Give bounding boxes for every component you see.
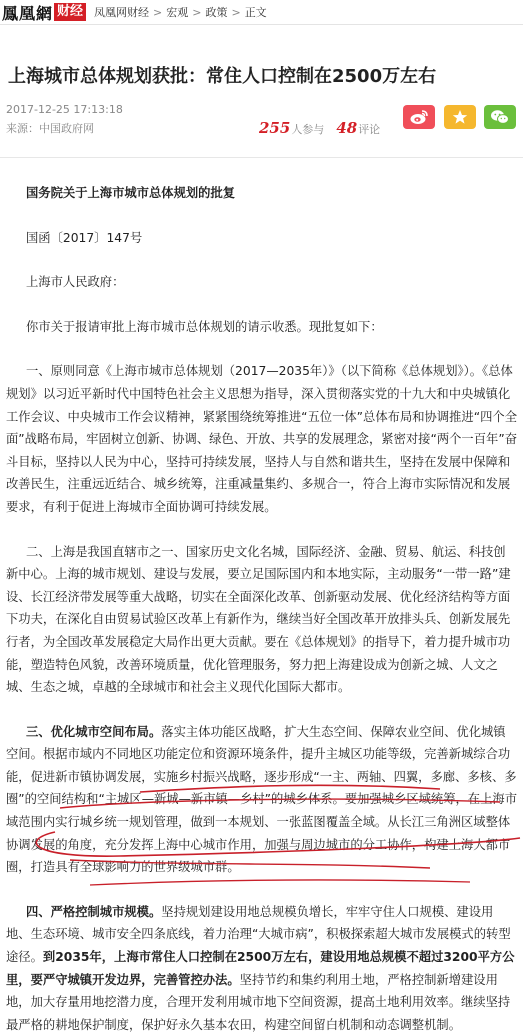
paragraph-4: [6, 901, 517, 1036]
participants-label: 人参与: [291, 123, 325, 136]
article-title: 上海城市总体规划获批：常住人口控制在2500万左右: [8, 66, 437, 87]
logo-text: 鳳凰網: [2, 3, 54, 23]
breadcrumb-item-finance[interactable]: 凤凰网财经: [94, 6, 150, 19]
paragraph-3-body: 落实主体功能区战略，扩大生态空间、保障农业空间、优化城镇空间。根据市域内不同地区功能定位和资源环境条件，提升主城区功能等级，完善新城综合功能，促进新市镇协调发展，实施乡村振兴战略，逐步形成“一主、两轴、四翼，多廊、多核、多圈”的空间结构和“主城区—新城—新市镇—乡村”的城乡体系。要加强城乡区域统筹，在上海市域范围内实行城乡统一规划管理，做到一本规划、一张蓝图覆盖全域。从长江三角洲区域整体协调发展的角度，充分发挥上海中心城市作用，加强与周边城市的分工协作，构建上海大都市圈，打造具有全球影响力的世界级城市群。: [6, 724, 517, 875]
publish-datetime: 2017-12-25 17:13:18: [6, 103, 123, 116]
paragraph-4-part-b: 坚持节约和集约利用土地，严格控制新增建设用地，加大存量用地挖潜力度，合理开发利用城市地下空间资源，提高土地利用效率。继续坚持最严格的耕地保护制度，保护好永久基本农田，构建空间留白机制和动态调整机制。: [6, 972, 511, 1032]
breadcrumb-separator: >: [153, 5, 163, 19]
intro-paragraph: 你市关于报请审批上海市城市总体规划的请示收悉。现批复如下：: [26, 319, 383, 334]
comments-label[interactable]: 评论: [358, 123, 381, 136]
article-body: [0, 182, 523, 1036]
logo-channel: 财经: [54, 3, 86, 21]
engagement-stats: [259, 119, 380, 137]
paragraph-4-part-a: 坚持规划建设用地总规模负增长，牢牢守住人口规模、建设用地、生态环境、城市安全四条底线，着力治理“大城市病”，积极探索超大城市发展模式的转型途径。: [6, 904, 511, 965]
wechat-icon: [490, 109, 510, 125]
breadcrumb-item-macro[interactable]: 宏观: [166, 6, 189, 19]
share-wechat-button[interactable]: [484, 105, 516, 129]
document-number: 国函〔2017〕147号: [26, 230, 143, 245]
breadcrumb: [94, 4, 267, 20]
share-weibo-button[interactable]: [403, 105, 435, 129]
breadcrumb-separator: >: [192, 5, 202, 19]
paragraph-4-lead: 四、严格控制城市规模。: [26, 904, 162, 919]
paragraph-1: 一、原则同意《上海市城市总体规划（2017—2035年）》（以下简称《总体规划》）。《总体规划》以习近平新时代中国特色社会主义思想为指导，深入贯彻落实党的十九大和中央城镇化工作会议、中央城市工作会议精神，紧紧围绕统筹推进“五位一体”总体布局和协调推进“四个全面”战略布局，牢固树立创新、协调、绿色、开放、共享的发展理念，紧密对接“两个一百年”奋斗目标，坚持以人民为中心，坚持可持续发展，坚持人与自然和谐共生，坚持在发展中保障和改善民生，注重远近结合、城乡统筹，注重减量集约、多规合一，符合上海市实际情况和发展要求，有利于促进上海城市全面协调可持续发展。: [6, 364, 517, 514]
divider: [0, 157, 523, 158]
paragraph-3: [6, 721, 517, 879]
top-bar: [0, 0, 523, 25]
comments-count[interactable]: 48: [336, 119, 358, 137]
paragraph-2: 二、上海是我国直辖市之一、国家历史文化名城，国际经济、金融、贸易、航运、科技创新中心。上海的城市规划、建设与发展，要立足国际国内和本地实际，主动服务“一带一路”建设、长江经济带发展等重大战略，切实在全面深化改革、创新驱动发展、优化经济结构等方面下功夫，在深化自由贸易试验区改革上有新作为，继续当好全国改革开放排头兵、创新发展先行者，为全国改革发展稳定大局作出更大贡献。要在《总体规划》的指导下，着力提升城市功能，塑造特色风貌，改善环境质量，优化管理服务，努力把上海建设成为创新之城、人文之城、生态之城，卓越的全球城市和社会主义现代化国际大都市。: [6, 544, 511, 695]
breadcrumb-separator: >: [231, 5, 241, 19]
addressee: 上海市人民政府：: [26, 275, 125, 290]
paragraph-4-highlight: 到2035年，上海市常住人口控制在2500万左右，建设用地总规模不超过3200平方公里，要严守城镇开发边界，完善管控办法。: [6, 950, 515, 987]
document-title: 国务院关于上海市城市总体规划的批复: [26, 186, 236, 200]
paragraph-3-lead: 三、优化城市空间布局。: [26, 724, 162, 739]
star-icon: [452, 109, 468, 125]
breadcrumb-item-current: 正文: [244, 6, 267, 19]
participants-count[interactable]: 255: [259, 119, 291, 137]
site-logo[interactable]: [0, 1, 86, 24]
article-meta: [0, 103, 523, 143]
weibo-icon: [409, 109, 429, 125]
breadcrumb-item-policy[interactable]: 政策: [205, 6, 228, 19]
favorite-button[interactable]: [444, 105, 476, 129]
article-source: 来源：中国政府网: [6, 122, 94, 135]
